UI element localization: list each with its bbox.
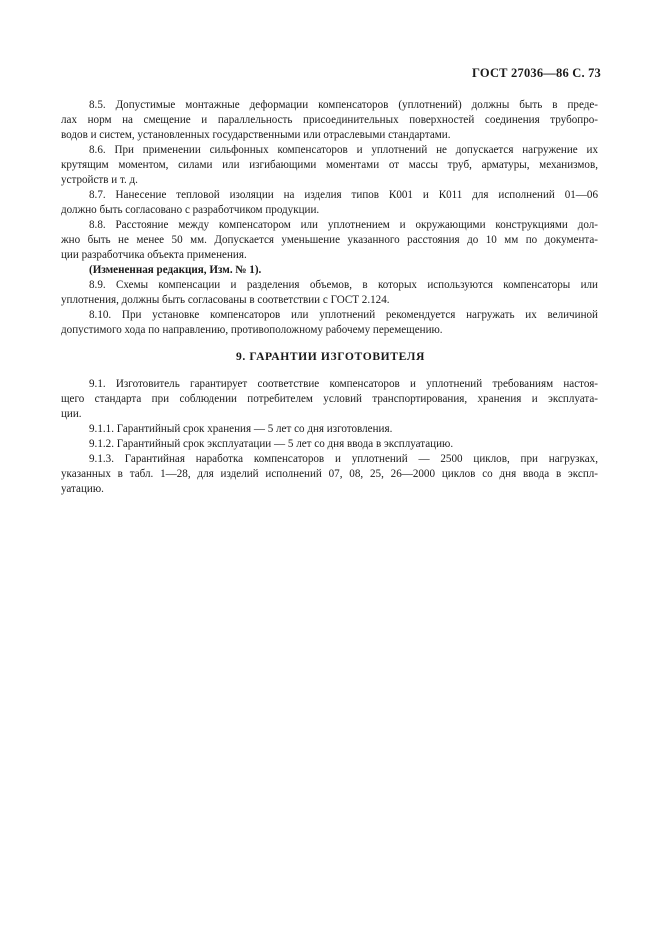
para-9-1-3-line-1: 9.1.3. Гарантийная наработка компенсаторов и уплотнений — 2500 циклов, при нагрузках,	[89, 453, 598, 465]
section-title: 9. ГАРАНТИИ ИЗГОТОВИТЕЛЯ	[235, 350, 426, 363]
para-8-10-line-2: допустимого хода по направлению, противоположному рабочему перемещению.	[61, 324, 443, 336]
para-8-8-line-3: ции разработчика объекта применения.	[61, 249, 247, 261]
para-8-6-line-1: 8.6. При применении сильфонных компенсаторов и уплотнений не допускается нагружение их	[89, 144, 598, 156]
para-9-1-line-2: щего стандарта при соблюдении потребителем условий транспортирования, хранения и эксплуата-	[61, 393, 598, 405]
para-8-7-line-1: 8.7. Нанесение тепловой изоляции на изделия типов К001 и К011 для исполнений 01—06	[89, 189, 598, 201]
para-8-5-line-2: лах норм на смещение и параллельность присоединительных поверхностей соединения трубопро-	[61, 114, 598, 126]
para-9-1-line-3: ции.	[61, 408, 82, 420]
para-8-7-line-2: должно быть согласовано с разработчиком продукции.	[61, 204, 320, 216]
para-9-1-3-line-3: уатацию.	[61, 483, 104, 495]
para-8-6-line-2: крутящим моментом, силами или изгибающими моментами от массы труб, арматуры, механизмов,	[61, 159, 598, 171]
page-header: ГОСТ 27036—86 С. 73	[472, 66, 601, 80]
para-8-8-line-1: 8.8. Расстояние между компенсатором или уплотнением и окружающими конструкциями дол-	[89, 219, 598, 231]
para-9-1-2: 9.1.2. Гарантийный срок эксплуатации — 5 лет со дня ввода в эксплуатацию.	[89, 438, 454, 450]
para-9-1-3-line-2: указанных в табл. 1—28, для изделий исполнений 07, 08, 25, 26—2000 циклов со дня ввода в экспл-	[61, 468, 598, 480]
para-8-9-line-1: 8.9. Схемы компенсации и разделения объемов, в которых используются компенсаторы или	[89, 279, 598, 291]
amendment-note: (Измененная редакция, Изм. № 1).	[89, 264, 262, 276]
para-9-1-line-1: 9.1. Изготовитель гарантирует соответствие компенсаторов и уплотнений требованиям настоя-	[89, 378, 598, 390]
para-8-8-line-2: жно быть не менее 50 мм. Допускается уменьшение указанного расстояния до 10 мм по документа-	[61, 234, 598, 246]
para-8-5-line-3: водов и систем, установленных государственными или отраслевыми стандартами.	[61, 129, 451, 141]
para-8-10-line-1: 8.10. При установке компенсаторов или уплотнений рекомендуется нагружать их величиной	[89, 309, 598, 321]
para-8-6-line-3: устройств и т. д.	[61, 174, 138, 186]
para-9-1-1: 9.1.1. Гарантийный срок хранения — 5 лет со дня изготовления.	[89, 423, 393, 435]
para-8-5-line-1: 8.5. Допустимые монтажные деформации компенсаторов (уплотнений) должны быть в преде-	[89, 99, 598, 111]
para-8-9-line-2: уплотнения, должны быть согласованы в соответствии с ГОСТ 2.124.	[61, 294, 390, 306]
